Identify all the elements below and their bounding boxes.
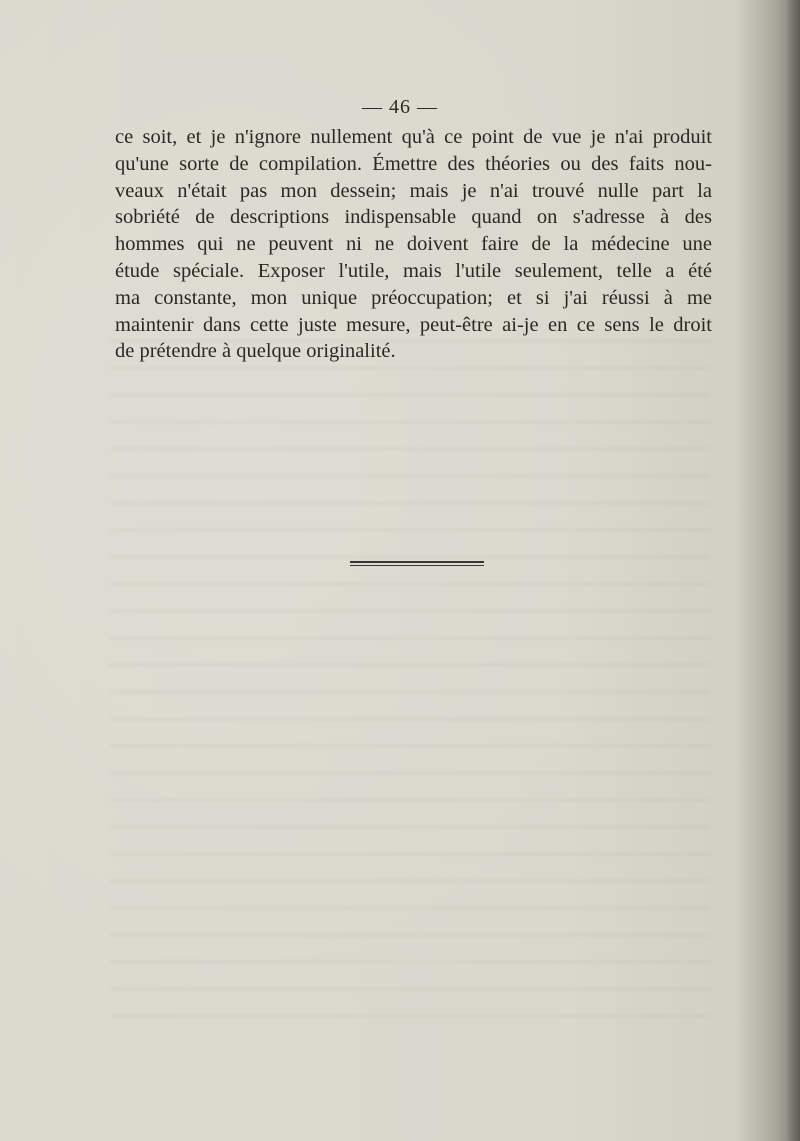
rule-thin <box>350 565 484 566</box>
double-rule-divider <box>350 561 484 567</box>
text-line: de prétendre à quelque originalité. <box>115 340 396 363</box>
text-line: ma constante, mon unique préoccupation; et si j'ai réussi à me <box>115 286 712 309</box>
page-edge-shadow <box>786 0 800 1141</box>
text-line: étude spéciale. Exposer l'utile, mais l'utile seulement, telle a été <box>115 259 712 282</box>
show-through-bleed <box>110 340 710 1020</box>
rule-thick <box>350 561 484 563</box>
text-line: veaux n'était pas mon dessein; mais je n'ai trouvé nulle part la <box>115 179 712 202</box>
page-number: — 46 — <box>362 96 438 118</box>
body-paragraph <box>115 124 712 365</box>
text-line: maintenir dans cette juste mesure, peut-être ai-je en ce sens le droit <box>115 313 712 336</box>
text-line: hommes qui ne peuvent ni ne doivent faire de la médecine une <box>115 233 712 256</box>
text-line: ce soit, et je n'ignore nullement qu'à ce point de vue je n'ai produit <box>115 126 712 148</box>
text-line: sobriété de descriptions indispensable quand on s'adresse à des <box>115 206 712 229</box>
text-line: qu'une sorte de compilation. Émettre des théories ou des faits nou- <box>115 152 712 175</box>
